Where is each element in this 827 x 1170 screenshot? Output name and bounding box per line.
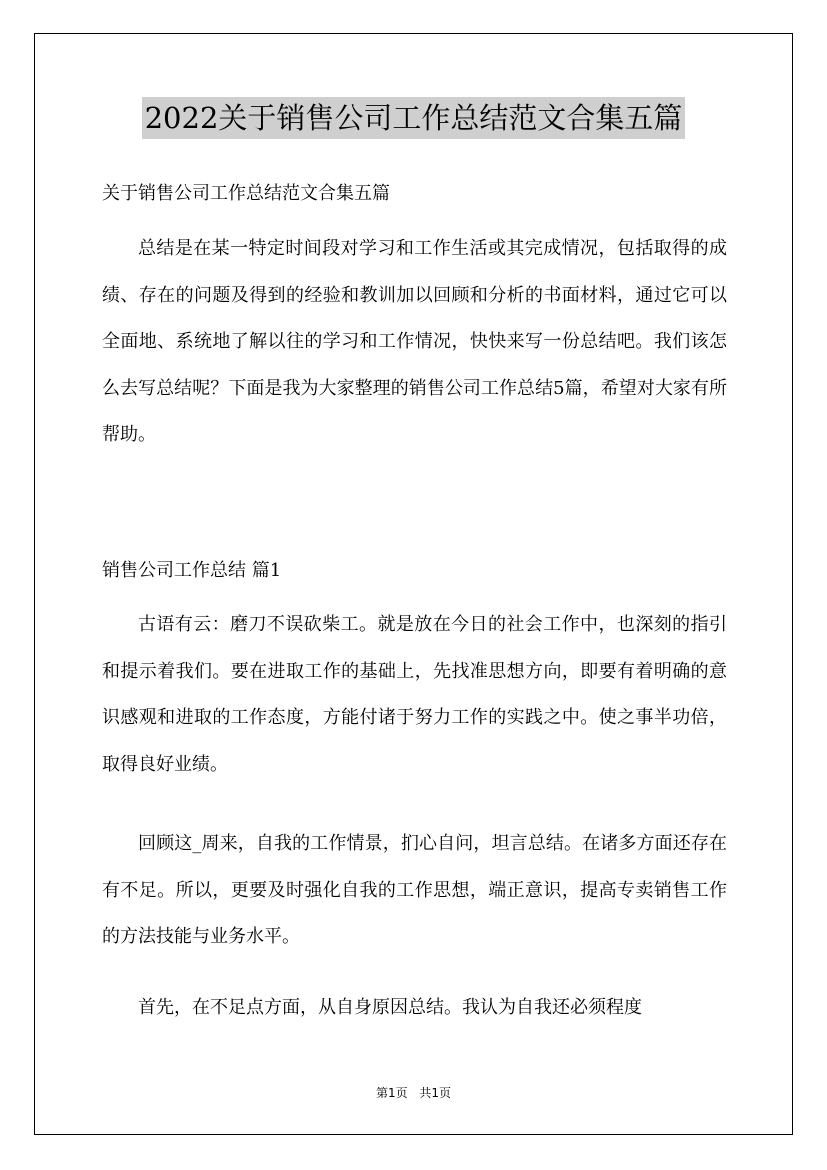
- intro-paragraph: 总结是在某一特定时间段对学习和工作生活或其完成情况，包括取得的成绩、存在的问题及得到的经验和教训加以回顾和分析的书面材料，通过它可以全面地、系统地了解以往的学习和工作情况，快快来写一份总结吧。我们该怎么去写总结呢？下面是我为大家整理的销售公司工作总结5篇，希望对大家有所帮助。: [102, 238, 727, 445]
- document-subtitle: 关于销售公司工作总结范文合集五篇: [102, 183, 390, 204]
- paragraph-3: 首先，在不足点方面，从自身原因总结。我认为自我还必须程度: [138, 997, 642, 1018]
- document-title: 2022关于销售公司工作总结范文合集五篇: [142, 97, 686, 139]
- paragraph-2: 回顾这_周来，自我的工作情景，扪心自问，坦言总结。在诸多方面还存在有不足。所以，更要及时强化自我的工作思想，端正意识，提高专卖销售工作的方法技能与业务水平。: [102, 833, 727, 947]
- page-number: 第1页: [375, 1086, 408, 1100]
- page-total: 共1页: [419, 1086, 452, 1100]
- title-container: [0, 97, 827, 139]
- paragraph-1: 古语有云：磨刀不误砍柴工。就是放在今日的社会工作中，也深刻的指引和提示着我们。要在进取工作的基础上，先找准思想方向，即要有着明确的意识感观和进取的工作态度，方能付诸于努力工作的实践之中。使之事半功倍，取得良好业绩。: [102, 614, 727, 775]
- section-heading: 销售公司工作总结 篇1: [102, 560, 282, 581]
- page-footer: [0, 1084, 827, 1101]
